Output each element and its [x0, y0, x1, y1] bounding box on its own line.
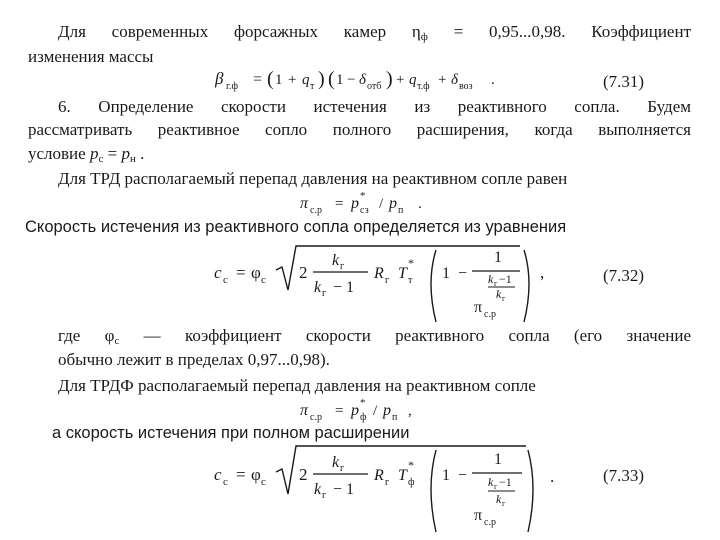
equation-number-7-31: (7.31) [603, 72, 645, 91]
eq-num: 1 [275, 72, 283, 88]
eq-symbol: T [398, 265, 407, 282]
p-symbol: p [89, 144, 99, 163]
eq-symbol: π [474, 299, 483, 316]
eq-num: 2 [299, 465, 308, 484]
right-paren [524, 250, 529, 322]
eq-sub: воз [459, 81, 473, 92]
eq-symbol: c [214, 263, 222, 282]
eq-op: − [458, 467, 468, 484]
text: изменения массы [28, 47, 154, 66]
eq-op: + [288, 72, 297, 88]
eq-symbol: p [383, 402, 391, 419]
eq-symbol: δ [451, 72, 458, 88]
equation-pi-trd [300, 188, 450, 218]
eq-sub: г.ф [226, 81, 238, 92]
eq-paren: ( [328, 68, 335, 90]
eq-symbol: π [300, 195, 309, 212]
eq-punct: , [540, 263, 545, 282]
eq-num: 1 [494, 451, 502, 468]
equation-pi-trdf [300, 395, 450, 425]
eq-sub: г [385, 275, 390, 286]
sub: н [129, 153, 136, 165]
text: Для ТРД располагаемый перепад давления на реактивном сопле равен [58, 169, 568, 188]
eq-sup: * [408, 256, 414, 270]
eq-symbol: R [374, 265, 384, 282]
eq-sub: ф [408, 477, 415, 488]
eq-op: = [253, 71, 263, 88]
eq-num: 1 [442, 265, 450, 282]
sub: с [98, 153, 104, 165]
paragraph-speed [25, 217, 566, 237]
paragraph-6-line3 [28, 144, 144, 169]
eq-symbol: p [389, 195, 397, 212]
eq-op: = [335, 403, 344, 419]
paragraph-forsazh-line2 [28, 47, 153, 67]
eq-op: + [438, 72, 447, 88]
eq-sub: г [494, 279, 498, 288]
eq-op: = [236, 263, 246, 282]
eq-symbol: π [300, 402, 309, 419]
equation-7-33 [210, 440, 570, 538]
text: Для современных форсажных камер η [58, 22, 421, 41]
text: Скорость истечения из реактивного сопла определяется из уравнения [25, 218, 567, 236]
eq-symbol: k [332, 454, 340, 471]
paragraph-trd [58, 169, 567, 189]
paragraph-6-line2 [28, 120, 691, 140]
eq-sub: с.р [310, 412, 322, 423]
text: Для ТРДФ располагаемый перепад давления на реактивном сопле [58, 376, 536, 395]
text: обычно лежит в пределах 0,97...0,98). [58, 350, 330, 369]
eq-symbol: φ [251, 465, 261, 484]
eq-symbol: φ [251, 263, 261, 282]
eq-num: − 1 [333, 279, 355, 296]
eq-symbol: R [374, 467, 384, 484]
eq-sub: с [223, 274, 228, 286]
eq-symbol: p [351, 195, 359, 212]
eq-symbol: p [351, 402, 359, 419]
eq-sub: г [322, 288, 327, 299]
eq-symbol: c [214, 465, 222, 484]
eq-sub: с [223, 476, 228, 488]
eq-sub: г [385, 477, 390, 488]
eq-op: = [335, 196, 344, 212]
left-paren [431, 450, 436, 532]
eq-dot: . [491, 72, 495, 88]
eq-symbol: δ [359, 72, 366, 88]
eq-paren: ) [386, 68, 393, 90]
eq-symbol: k [332, 252, 340, 269]
eq-symbol: k [496, 492, 502, 506]
p-symbol: p [121, 144, 130, 163]
equation-number-7-33: (7.33) [603, 466, 645, 485]
eq-num: −1 [499, 272, 512, 286]
eq-sub: с.р [484, 309, 496, 320]
eq-sub: т [408, 275, 413, 286]
eq-sub: сз [360, 205, 369, 216]
eq-num: 1 [494, 249, 502, 266]
paragraph-6-line1 [58, 97, 691, 117]
eq-symbol: β [215, 69, 224, 88]
eq-num: 1 [336, 72, 344, 88]
eq-num: 1 [442, 467, 450, 484]
eq-op: / [373, 403, 378, 419]
text: — коэффициент скорости реактивного сопла (его значение [119, 326, 691, 345]
eq-sub: ф [360, 412, 367, 423]
eq-sub: с [261, 274, 266, 286]
left-paren [431, 250, 436, 322]
text: = 0,95...0,98. Коэффициент [427, 22, 691, 41]
eq-op: − [458, 265, 468, 282]
eq-num: 2 [299, 263, 308, 282]
eq-symbol: k [488, 475, 494, 489]
text: а скорость истечения при полном расширении [52, 424, 410, 442]
eq-symbol: k [488, 272, 494, 286]
eq-sub: т.ф [417, 81, 430, 92]
eq-sup: * [408, 458, 414, 472]
equation-7-31 [215, 62, 515, 98]
eq-sub: т [310, 81, 315, 92]
equation-number-7-32: (7.32) [603, 266, 645, 285]
eq-sup: * [360, 190, 366, 202]
eq-sub: г [502, 499, 506, 508]
eq-sub: с [261, 476, 266, 488]
eq-sub: г [340, 261, 345, 272]
eq-symbol: T [398, 467, 407, 484]
eq-symbol: q [302, 72, 310, 88]
eq-op: + [396, 72, 405, 88]
eq-op: / [379, 196, 384, 212]
paragraph-where-line1 [58, 326, 691, 351]
right-paren [528, 450, 533, 532]
eq-op: − [347, 72, 356, 88]
eq-paren: ( [267, 68, 274, 90]
eq-sub: г [502, 294, 506, 303]
text: 6. Определение скорости истечения из реактивного сопла. Будем [58, 97, 691, 116]
paragraph-trdf [58, 376, 536, 396]
text: . [135, 144, 145, 163]
text: условие [28, 144, 90, 163]
eq-num: − 1 [333, 481, 355, 498]
text: где φ [58, 326, 115, 345]
eq-num: −1 [499, 475, 512, 489]
text: = [103, 144, 122, 163]
text: рассматривать реактивное сопло полного расширения, когда выполняется [28, 120, 691, 139]
eq-sub: отб [367, 81, 382, 92]
eq-sup: * [360, 397, 366, 409]
eq-sub: с.р [310, 205, 322, 216]
paragraph-forsazh-line1 [58, 22, 691, 47]
eq-punct: , [408, 403, 412, 419]
eta-subscript: ф [420, 31, 428, 43]
eq-symbol: k [314, 481, 322, 498]
eq-sub: п [398, 205, 404, 216]
eq-sub: с.р [484, 517, 496, 528]
eq-symbol: q [409, 72, 417, 88]
eq-sub: п [392, 412, 398, 423]
eq-op: = [236, 465, 246, 484]
eq-symbol: k [496, 287, 502, 301]
eq-symbol: k [314, 279, 322, 296]
paragraph-where-line2 [58, 350, 330, 370]
equation-7-32 [210, 240, 555, 328]
eq-paren: ) [318, 68, 325, 90]
eq-dot: . [550, 467, 555, 486]
sub: с [114, 335, 120, 347]
eq-sub: г [340, 463, 345, 474]
eq-sub: г [322, 490, 327, 501]
eq-dot: . [418, 196, 422, 212]
eq-sub: г [494, 482, 498, 491]
eq-symbol: π [474, 507, 483, 524]
